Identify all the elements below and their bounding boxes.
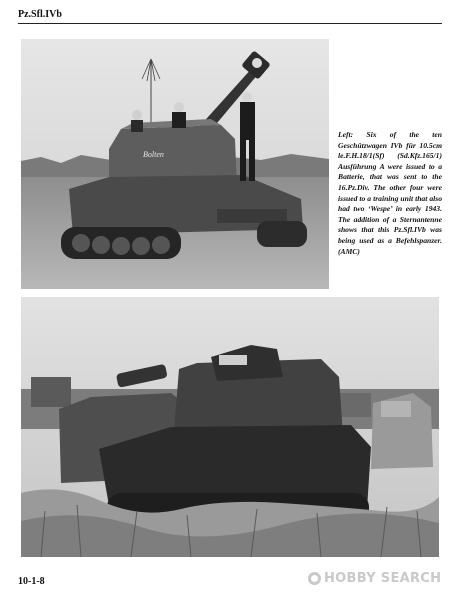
watermark <box>308 571 441 586</box>
running-title: Pz.Sfl.IVb <box>18 9 62 20</box>
bottom-photo <box>21 297 439 557</box>
page-number: 10-1-8 <box>18 576 45 587</box>
hull-marking: Bolten <box>143 150 164 159</box>
caption-lead: Left: <box>338 130 354 139</box>
top-photo <box>21 39 329 289</box>
caption-body: Six of the ten Geschützwagen IVb für 10.5cm le.F.H.18/1(Sf) (Sd.Kfz.165/1) Ausführung A were issued to a Batterie, that was sent to the 16.Pz.Div. The other four were issued to a training unit that also had two ‘Wespe’ in early 1943. The addition of a Sternantenne shows that this Pz.Sfl.IVb was being used as a Befehlspanzer. (AMC) <box>338 130 442 256</box>
header-rule <box>18 23 442 24</box>
watermark-text: HOBBY SEARCH <box>324 571 442 586</box>
photo-caption <box>338 130 442 257</box>
hobby-search-logo-icon <box>308 572 321 585</box>
